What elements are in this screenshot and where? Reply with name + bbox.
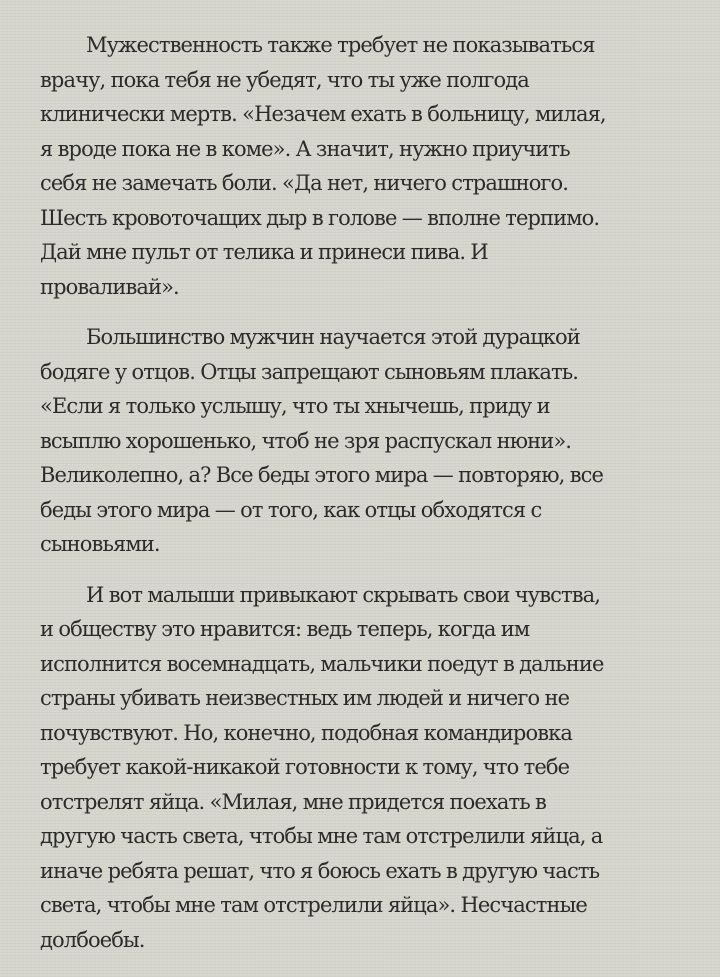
text-line: иначе ребята решат, что я боюсь ехать в другую часть [40,858,600,883]
text-line: другую часть света, чтобы мне там отстрелили яйца, а [40,824,603,848]
text-line: я вроде пока не в коме». А значит, нужно приучить [40,136,570,161]
text-line: клинически мертв. «Незачем ехать в больницу, милая, [40,102,606,126]
text-line: страны убивать неизвестных им людей и ничего не [40,686,570,710]
text-line: себя не замечать боли. «Да нет, ничего страшного. [40,171,569,195]
text-line: Дай мне пульт от телика и принеси пива. И [40,240,488,264]
text-line: долбоебы. [40,927,145,952]
text-line: сыновьями. [40,532,160,556]
text-line: всыплю хорошенько, чтоб не зря распускал нюни». [40,428,572,453]
text-line: беды этого мира — от того, как отцы обходятся с [40,497,542,522]
text-line: отстрелят яйца. «Милая, мне придется поехать в [40,789,546,814]
text-line: «Если я только услышу, что ты хнычешь, приду и [40,394,550,418]
text-line: проваливай». [40,274,179,299]
text-line: Мужественность также требует не показываться [86,33,595,57]
paragraph-2 [40,320,696,562]
paragraph-3 [40,578,696,958]
text-line: бодяге у отцов. Отцы запрещают сыновьям плакать. [40,359,579,384]
text-line: и обществу это нравится: ведь теперь, когда им [40,617,530,641]
text-line: врачу, пока тебя не убедят, что ты уже полгода [40,67,529,92]
text-line: Шесть кровоточащих дыр в голове — вполне терпимо. [40,205,600,230]
text-line: требует какой-никакой готовности к тому, что тебе [40,755,570,779]
paragraph-1 [40,28,696,304]
text-line: Великолепно, а? Все беды этого мира — повторяю, все [40,463,604,487]
text-line: света, чтобы мне там отстрелили яйца». Несчастные [40,893,587,917]
text-line: исполнится восемнадцать, мальчики поедут в дальние [40,651,604,676]
text-line: Большинство мужчин научается этой дурацкой [86,325,580,349]
text-line: почувствуют. Но, конечно, подобная командировка [40,720,572,745]
text-line: И вот малыши привыкают скрывать свои чувства, [86,582,601,607]
